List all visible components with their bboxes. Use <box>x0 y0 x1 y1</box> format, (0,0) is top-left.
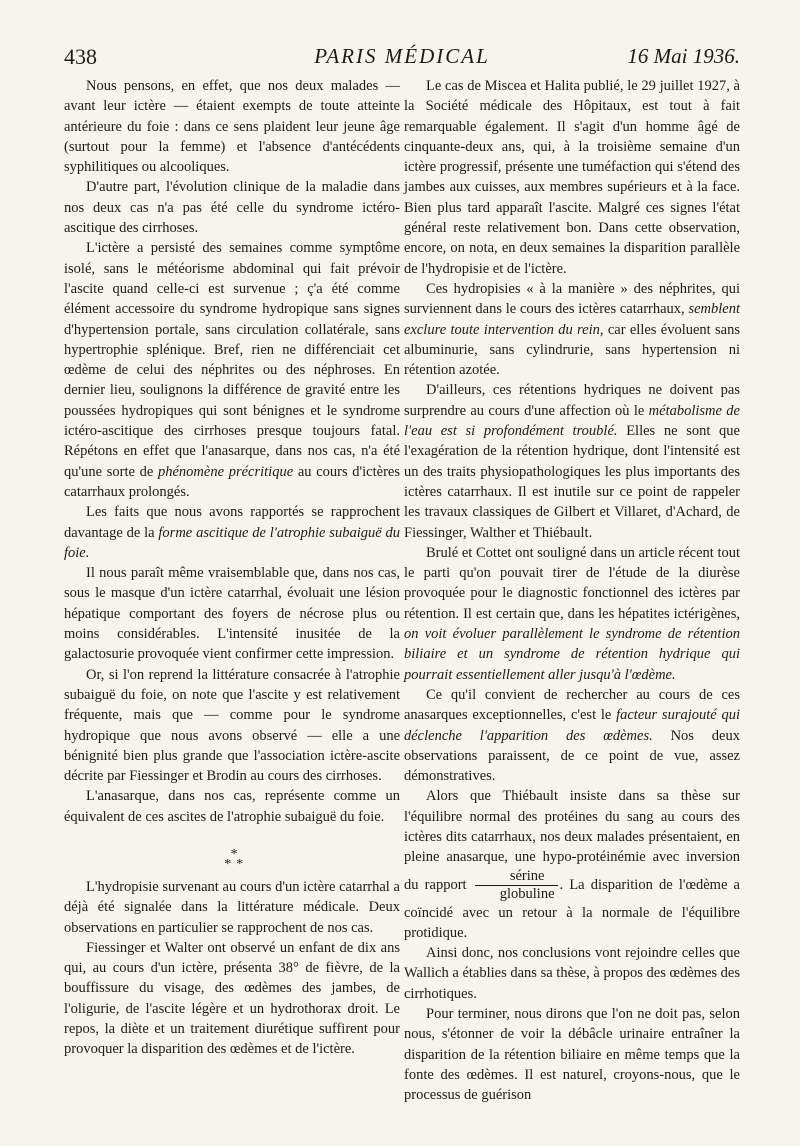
left-column <box>64 76 400 1060</box>
paragraph: Ce qu'il convient de rechercher au cours de ces anasarques exceptionnelles, c'est le facteur surajouté qui déclenche l'apparition des œdèmes. Nos deux observations paraissent, de ce point de vue, assez démonstratives. <box>404 686 740 785</box>
paragraph: Fiessinger et Walter ont observé un enfant de dix ans qui, au cours d'un ictère, présenta 38° de fièvre, de la bouffissure du visage, des œdèmes des jambes, de l'oligurie, de l'ascite légère et un hydrothorax droit. Le repos, la diète et un traitement diurétique suffirent pour provoquer la disparition des œdèmes et de l'ictère. <box>64 939 400 1058</box>
emphasis: on voit évoluer parallèlement le syndrome de rétention biliaire et un syndrome de rétention hydrique qui pourrait essentiellement aller jusqu'à l'œdème. <box>404 626 740 683</box>
emphasis: facteur surajouté qui déclenche l'apparition des œdèmes. <box>404 707 740 744</box>
paragraph: L'ictère a persisté des semaines comme symptôme isolé, sans le météorisme abdominal qui fait prévoir l'ascite quand celle-ci est survenue ; ç'a été comme élément accessoire du syndrome hydropique sans signes d'hypertension portale, sans circulation collatérale, sans hypertrophie splénique. Bref, rien ne différenciait cet œdème de celui des néphrites ou des néphroses. En dernier lieu, soulignons la différence de gravité entre les poussées hydropiques qui sont bénignes et le syndrome ictéro-ascitique des cirrhoses presque toujours fatal. Répétons en effet que l'anasarque, dans nos cas, n'a été qu'une sorte de phénomène précritique au cours d'ictères catarrhaux prolongés. <box>64 240 400 500</box>
emphasis: semblent exclure toute intervention du rein, <box>404 301 740 338</box>
paragraph: Nous pensons, en effet, que nos deux malades — avant leur ictère — étaient exempts de toute atteinte antérieure du foie : dans ce sens plaident leur jeune âge (surtout pour la femme) et l'absence d'antécédents syphilitiques ou alcooliques. <box>64 78 400 176</box>
paragraph: Le cas de Miscea et Halita publié, le 29 juillet 1927, à la Société médicale des Hôpitaux, est tout à fait remarquable également. Il s'agit d'un homme âgé de cinquante-deux ans, qui, à la troisième semaine d'un ictère progressif, présente une tuméfaction qui s'étend des jambes aux cuisses, aux membres supérieurs et à la face. Bien plus tard apparaît l'ascite. Malgré ces signes l'état général reste relativement bon. Dans cette observation, encore, on nota, en deux semaines la disparition parallèle de l'hydropisie et de l'ictère. <box>404 78 740 277</box>
paragraph: Alors que Thiébault insiste dans sa thèse sur l'équilibre normal des protéines du sang au cours des ictères dits catarrhaux, nos deux malades présentaient, en pleine anasarque, une hypo-protéinémie avec inversion du rapport $\frac{\text{sérine}}{\text{globuline}}$ . La disparition de l'œdème a coïncidé avec un retour à la normale de l'équilibre protidique. <box>404 788 740 941</box>
page-header <box>64 44 740 74</box>
paragraph: Ces hydropisies « à la manière » des néphrites, qui surviennent dans le cours des ictères catarrhaux, semblent exclure toute intervention du rein, car elles évoluent sans albuminurie, sans cylindrurie, sans hypertension ni rétention azotée. <box>404 280 740 379</box>
right-column <box>404 76 740 1106</box>
section-separator: * * * <box>224 846 244 872</box>
paragraph: L'anasarque, dans nos cas, représente comme un équivalent de ces ascites de l'atrophie subaiguë du foie. <box>64 788 400 825</box>
paragraph: Il nous paraît même vraisemblable que, dans nos cas, sous le masque d'un ictère catarrhal, évoluait une lésion hépatique comportant des foyers de nécrose plus ou moins considérables. L'intensité inusitée de la galactosurie provoquée vient confirmer cette impression. <box>64 565 400 663</box>
fraction-numerator: sérine <box>509 867 545 884</box>
paragraph: Les faits que nous avons rapportés se rapprochent davantage de la forme ascitique de l'atrophie subaiguë du foie. <box>64 504 400 561</box>
paragraph: Ainsi donc, nos conclusions vont rejoindre celles que Wallich a établies dans sa thèse, à propos des œdèmes des cirrhotiques. <box>404 945 740 1002</box>
emphasis: forme ascitique de l'atrophie subaiguë du foie. <box>64 524 400 561</box>
issue-date: 16 Mai 1936. <box>627 44 740 68</box>
emphasis: métabolisme de l'eau est si profondément troublé. <box>404 402 740 440</box>
journal-title: PARIS MÉDICAL <box>314 44 490 68</box>
paragraph: D'autre part, l'évolution clinique de la maladie dans nos deux cas n'a pas été celle du syndrome ictéro-ascitique des cirrhoses. <box>64 179 400 237</box>
paragraph: Brulé et Cottet ont souligné dans un article récent tout le parti qu'on pouvait tirer de l'étude de la diurèse provoquée pour le diagnostic fonctionnel des ictères par rétention. Il est certain que, dans les hépatites ictérigènes, on voit évoluer parallèlement le syndrome de rétention biliaire et un syndrome de rétention hydrique qui pourrait essentiellement aller jusqu'à l'œdème. <box>404 544 740 683</box>
emphasis: phénomène précritique <box>157 463 294 480</box>
fraction <box>475 868 558 903</box>
paragraph: Pour terminer, nous dirons que l'on ne doit pas, selon nous, s'étonner de voir la débâcle urinaire entraîner la disparition de la rétention biliaire en même temps que la fonte des œdèmes. Il est naturel, croyons-nous, que le processus de guérison <box>404 1006 740 1104</box>
page-number: 438 <box>64 44 97 69</box>
paragraph: Or, si l'on reprend la littérature consacrée à l'atrophie subaiguë du foie, on note que l'ascite y est relativement fréquente, mais que — comme pour le syndrome hydropique que nous avons observé — elle a une bénignité bien plus grande que l'association ictère-ascite décrite par Fiessinger et Brodin au cours des cirrhoses. <box>64 666 400 785</box>
paragraph: D'ailleurs, ces rétentions hydriques ne doivent pas surprendre au cours d'une affection où le métabolisme de l'eau est si profondément troublé. Elles ne sont que l'exagération de la rétention hydrique, dont l'intensité est un des traits physiopathologiques les plus importants des ictères catarrhaux. Il est inutile sur ce point de rappeler les travaux classiques de Gilbert et Villaret, d'Achard, de Fiessinger, Walther et Thiébault. <box>404 382 740 541</box>
paragraph: L'hydropisie survenant au cours d'un ictère catarrhal a déjà été signalée dans la littérature médicale. Deux observations en particulier se rapprochent de nos cas. <box>64 878 400 936</box>
fraction-denominator: globuline <box>475 885 558 903</box>
